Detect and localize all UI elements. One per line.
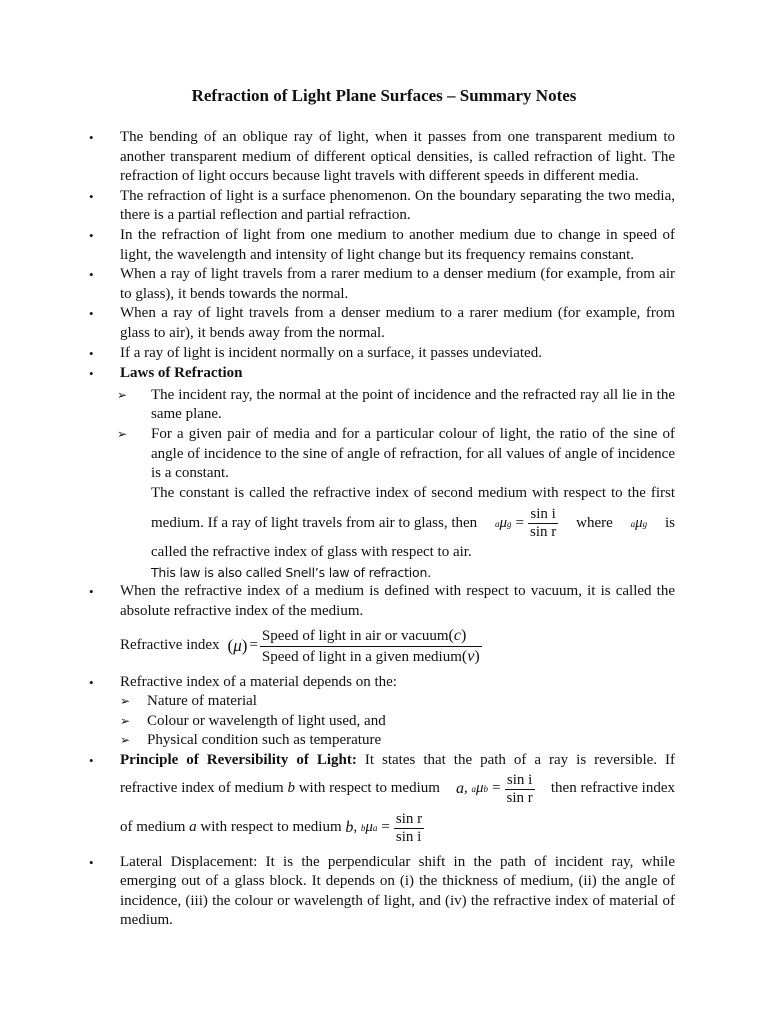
arrow-bullet-icon: ➢ [120,713,131,728]
mu-symbol: aμg [495,515,512,532]
bullet-icon: • [89,306,94,322]
laws-heading: Laws of Refraction [120,365,243,382]
page-title: Refraction of Light Plane Surfaces – Summary Notes [191,86,577,105]
bullet-item: • When the refractive index of a medium is defined with respect to vacuum, it is called the absolute refractive index of the medium. [89,583,675,620]
reversibility-fraction-1: $\frac{\text{sin i}}{\text{sin r}}$ [506,771,533,806]
snell-law-note: This law is also called Snell’s law of refraction. [151,564,431,580]
bullet-icon: • [89,188,94,204]
refractive-index-formula: Refractive index (μ) = $\frac{\text{Speed of light in air or vacuum(c)}}{\text{Speed of light in a given medium(v)}}$ [120,626,480,665]
mu-symbol: aμg [630,515,648,532]
bullet-icon: • [89,584,94,600]
bullet-icon: • [89,753,94,769]
bullet-icon: • [89,130,94,145]
bullet-icon: • [89,227,94,243]
law-item: ➢ For a given pair of media and for a particular colour of light, the ratio of the sine of angle of incidence to the sine of angle of refraction, for all values of angle of incidence is a constant. [117,425,675,482]
mu-symbol: bμa [360,818,378,835]
reversibility-heading: Principle of Reversibility of Light: [120,752,357,769]
arrow-bullet-icon: ➢ [120,733,131,748]
bullet-item: • When a ray of light travels from a denser medium to a rarer medium (for example, from glass to air), it bends away from the normal. [89,305,675,341]
called-line: called the refractive index of glass with respect to air. [151,544,472,561]
bullet-item: • In the refraction of light from one medium to another medium due to change in speed of light, the wavelength and intensity of light change but its frequency remains constant. [89,226,675,263]
bullet-icon: • [89,366,94,382]
reversibility-formula-1: refractive index of medium b with respect to medium a , aμb = $\frac{\text{sin i}}{\text{sin r}}$ then refractive index [120,771,675,806]
refractive-index-fraction: $\frac{\text{Speed of light in air or vacuum(c)}}{\text{Speed of light in a given medium(v)}}$ [261,626,480,665]
reversibility-fraction-2: $\frac{\text{sin r}}{\text{sin i}}$ [395,810,423,845]
notes-list [0,128,768,931]
arrow-bullet-icon: ➢ [120,694,131,709]
bullet-item-reversibility: • Principle of Reversibility of Light: It states that the path of a ray is reversible. If [0,751,768,771]
bullet-icon: • [89,674,94,690]
depends-item: ➢ Physical condition such as temperature [0,731,768,751]
bullet-item: • The refraction of light is a surface phenomenon. On the boundary separating the two media, there is a partial reflection and partial refraction. [89,187,675,224]
snell-formula-line: medium. If a ray of light travels from air to glass, then aμg = $\frac{\text{sin i}}{\text{sin r}}$ where aμg is [151,506,675,541]
arrow-bullet-icon: ➢ [117,426,128,441]
mu-symbol: aμb [471,779,489,796]
bullet-item: • The bending of an oblique ray of light, when it passes from one transparent medium to another transparent medium of different optical densities, is called refraction of light. The refraction of light occurs because light travels with different speeds in different media. [89,129,675,185]
bullet-item: • When a ray of light travels from a rarer medium to a denser medium (for example, from air to glass), it bends towards the normal. [89,266,675,302]
depends-item: ➢ Nature of material [0,692,768,712]
law-item: ➢ The incident ray, the normal at the point of incidence and the refracted ray all lie in the same plane. [117,386,675,423]
bullet-icon: • [89,267,94,283]
bullet-item: • If a ray of light is incident normally on a surface, it passes undeviated. [0,344,768,364]
bullet-icon: • [89,854,94,870]
bullet-item-lateral: • Lateral Displacement: It is the perpendicular shift in the path of incident ray, while emerging out of a glass block. It depends on (i) the thickness of medium, (ii) the angle of incidence, (iii) the colour or wavelength of light, and (iv) the refractive index of material of medium. [89,853,675,929]
arrow-bullet-icon: ➢ [117,387,128,402]
bullet-icon: • [89,345,94,361]
snell-fraction: $\frac{\text{sin i}}{\text{sin r}}$ [530,506,557,541]
constant-line: The constant is called the refractive index of second medium with respect to the first [151,484,675,501]
bullet-item-laws [0,364,768,384]
reversibility-formula-2: of medium a with respect to medium b , bμa = $\frac{\text{sin r}}{\text{sin i}}$ [120,810,423,845]
depends-item: ➢ Colour or wavelength of light used, and [0,712,768,732]
bullet-item: • Refractive index of a material depends on the: [0,673,768,693]
